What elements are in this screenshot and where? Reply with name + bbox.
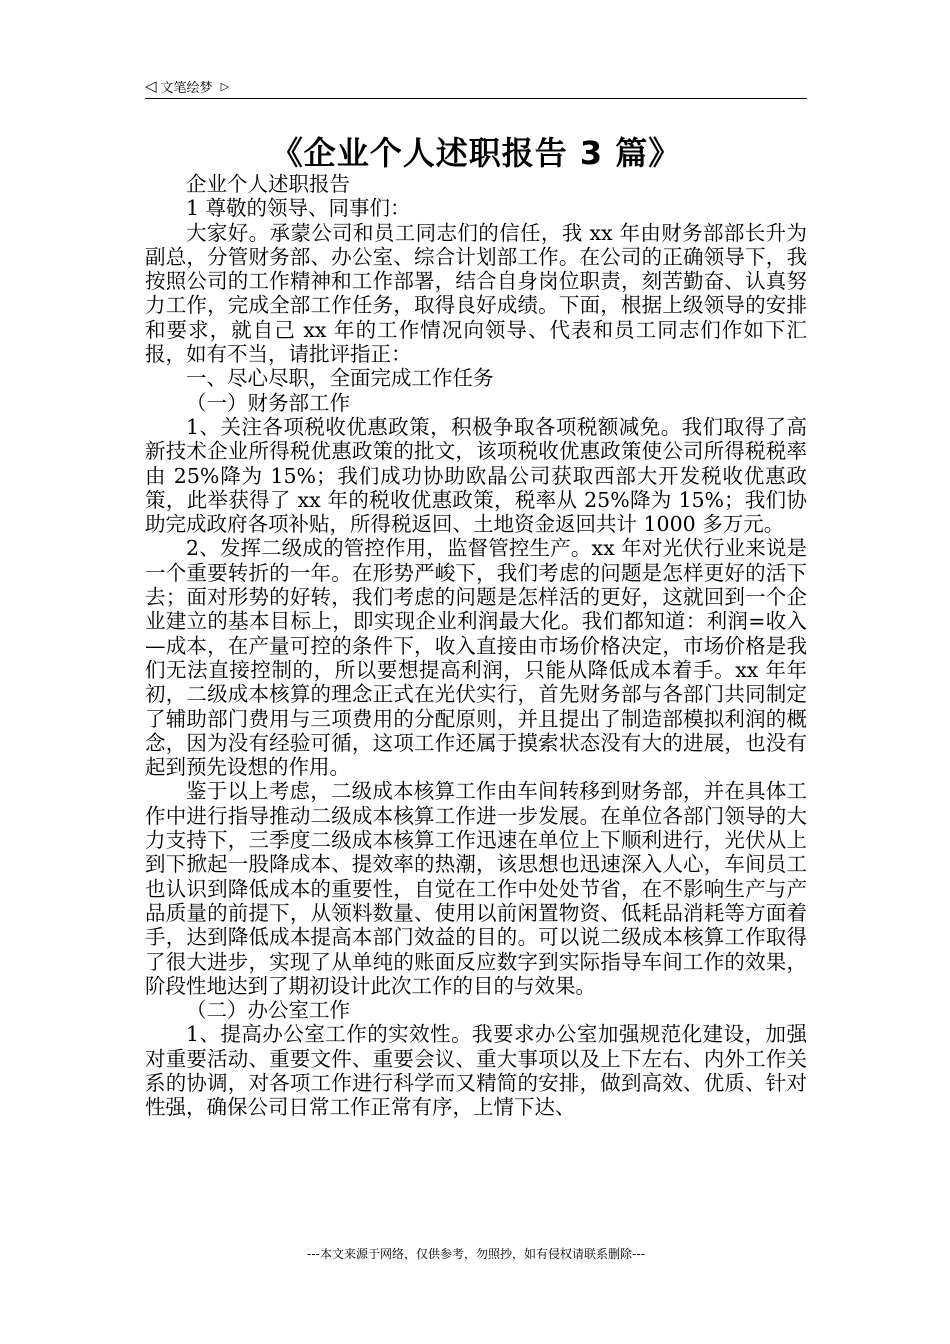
paragraph: 鉴于以上考虑，二级成本核算工作由车间转移到财务部，并在具体工作中进行指导推动二级成本核算工作进一步发展。在单位各部门领导的大力支持下，三季度二级成本核算工作迅速在单位上下顺利进行，光伏从上到下掀起一股降成本、提效率的热潮，该思想也迅速深入人心，车间员工也认识到降低成本的重要性，自觉在工作中处处节省，在不影响生产与产品质量的前提下，从领料数量、使用以前闲置物资、低耗品消耗等方面着手，达到降低成本提高本部门效益的目的。可以说二级成本核算工作取得了很大进步，实现了从单纯的账面反应数字到实际指导车间工作的效果，阶段性地达到了期初设计此次工作的目的与效果。: [145, 779, 807, 998]
triangle-right-icon: ▷: [220, 79, 230, 93]
paragraph: 大家好。承蒙公司和员工同志们的信任，我 xx 年由财务部部长升为副总，分管财务部、办公室、综合计划部工作。在公司的正确领导下，我按照公司的工作精神和工作部署，结合自身岗位职责，刻苦勤奋、认真努力工作，完成全部工作任务，取得良好成绩。下面，根据上级领导的安排和要求，就自己 xx 年的工作情况向领导、代表和员工同志们作如下汇报，如有不当，请批评指正：: [145, 220, 807, 367]
page-header: [145, 74, 807, 99]
section-heading: 一、尽心尽职，全面完成工作任务: [186, 366, 494, 391]
paragraph: 1、提高办公室工作的实效性。我要求办公室加强规范化建设，加强对重要活动、重要文件、重要会议、重大事项以及上下左右、内外工作关系的协调，对各项工作进行科学而又精简的安排，做到高效、优质、针对性强，确保公司日常工作正常有序，上情下达、: [145, 1022, 807, 1120]
paragraph: 企业个人述职报告: [186, 172, 350, 196]
paragraph: 1、关注各项税收优惠政策，积极争取各项税额减免。我们取得了高新技术企业所得税优惠政策的批文，该项税收优惠政策使公司所得税税率由 25%降为 15%；我们成功协助欧晶公司获取西部大开发税收优惠政策，此举获得了 xx 年的税收优惠政策，税率从 25%降为 15%；我们协助完成政府各项补贴，所得税返回、土地资金返回共计 1000 多万元。: [145, 414, 807, 537]
document-title: 《企业个人述职报告 3 篇》: [270, 134, 682, 172]
subsection-heading: （一）财务部工作: [186, 390, 350, 415]
paragraph: 2、发挥二级成的管控作用，监督管控生产。xx 年对光伏行业来说是一个重要转折的一年。在形势严峻下，我们考虑的问题是怎样更好的活下去；面对形势的好转，我们考虑的问题是怎样活的更好，这就回到一个企业建立的基本目标上，即实现企业利润最大化。我们都知道：利润=收入—成本，在产量可控的条件下，收入直接由市场价格决定，市场价格是我们无法直接控制的，所以要想提高利润，只能从降低成本着手。xx 年年初，二级成本核算的理念正式在光伏实行，首先财务部与各部门共同制定了辅助部门费用与三项费用的分配原则，并且提出了制造部模拟利润的概念，因为没有经验可循，这项工作还属于摸索状态没有大的进展，也没有起到预先设想的作用。: [145, 536, 807, 780]
subsection-heading: （二）办公室工作: [186, 998, 350, 1023]
header-brand: 文笔绘梦: [160, 80, 213, 96]
triangle-left-icon: ◁: [145, 76, 157, 95]
document-body: [145, 172, 807, 1120]
page-footer: ---本文来源于网络，仅供参考，勿照抄，如有侵权请联系删除---: [307, 1247, 645, 1261]
paragraph: 1 尊敬的领导、同事们：: [186, 196, 411, 221]
